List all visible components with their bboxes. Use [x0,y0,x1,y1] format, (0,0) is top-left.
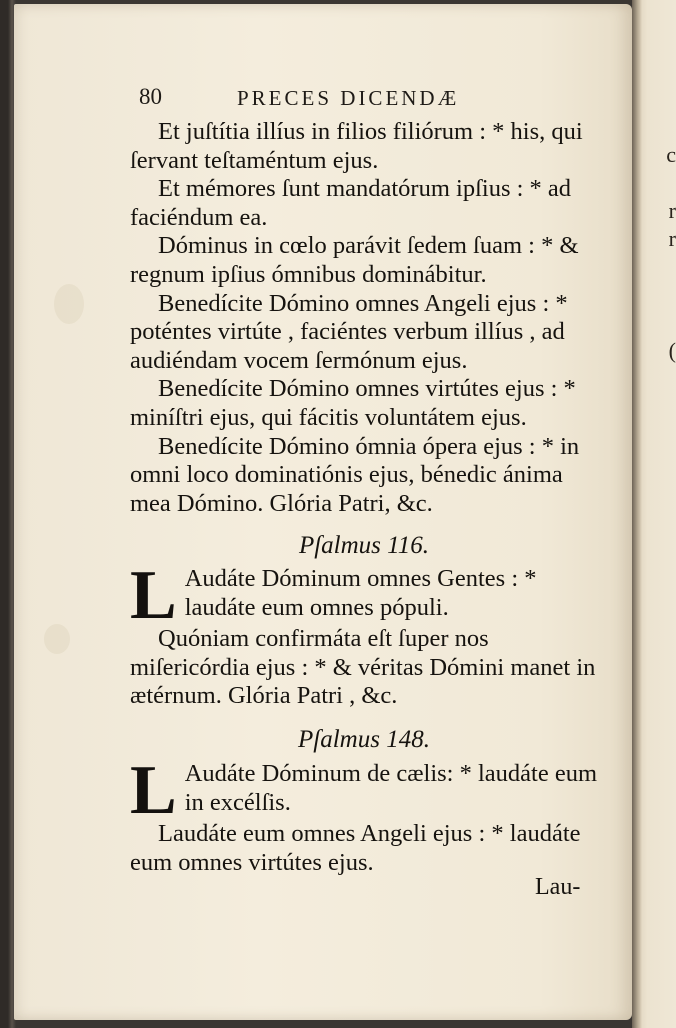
next-page-edge [632,0,676,1028]
paper-stain [54,284,84,324]
psalm-148-block [130,752,598,877]
verse-paragraph: Dóminus in cœlo parávit ſedem ſuam : * & regnum ipſius ómnibus dominábitur. [130,232,579,288]
next-page-glyph: r [668,226,676,251]
running-head: PRECES DICENDÆ [237,86,460,110]
verse-paragraph: Benedícite Dómino omnes Angeli ejus : * poténtes virtúte , faciéntes verbum illíus , ad audiéndam vocem ſermónum ejus. [130,289,568,374]
paper-stain [44,624,70,654]
psalm-116-block [130,557,598,711]
verse-paragraph: Audáte Dóminum de cælis: * laudáte eum in excélſis. [184,760,598,816]
page-gutter-shadow [632,0,642,1028]
verse-paragraph: Et juſtítia illíus in filios filiórum : * his, qui ſervant teſtaméntum ejus. [130,118,583,174]
next-page-glyph: c [666,142,676,167]
next-page-glyph: r [668,198,676,223]
drop-cap: L [130,752,177,829]
page-number: 80 [139,84,162,109]
verse-paragraph: Benedícite Dómino omnes virtútes ejus : * miníſtri ejus, qui fácitis voluntátem ejus. [130,375,576,431]
verse-paragraph: Audáte Dóminum omnes Gentes : * laudáte eum omnes pópuli. [184,565,537,621]
next-page-glyph: ( [668,338,676,363]
psalm-title: Pſalmus 116. [298,532,430,559]
verse-paragraph: Et mémores ſunt mandatórum ipſius : * ad faciéndum ea. [130,175,572,231]
verse-paragraph: Benedícite Dómino ómnia ópera ejus : * in omni loco dominatiónis ejus, bénedic ánima mea Dómino. Glória Patri, &c. [130,432,580,517]
psalm-text-top [130,118,598,518]
psalm-title: Pſalmus 148. [298,726,430,753]
verse-paragraph: Laudáte eum omnes Angeli ejus : * laudáte eum omnes virtútes ejus. [130,820,581,876]
verse-paragraph: Quóniam confirmáta eſt ſuper nos miſericórdia ejus : * & véritas Dómini manet in ætérnum. Glória Patri , &c. [130,625,596,710]
catchword: Lau- [535,874,581,900]
drop-cap: L [130,557,177,634]
